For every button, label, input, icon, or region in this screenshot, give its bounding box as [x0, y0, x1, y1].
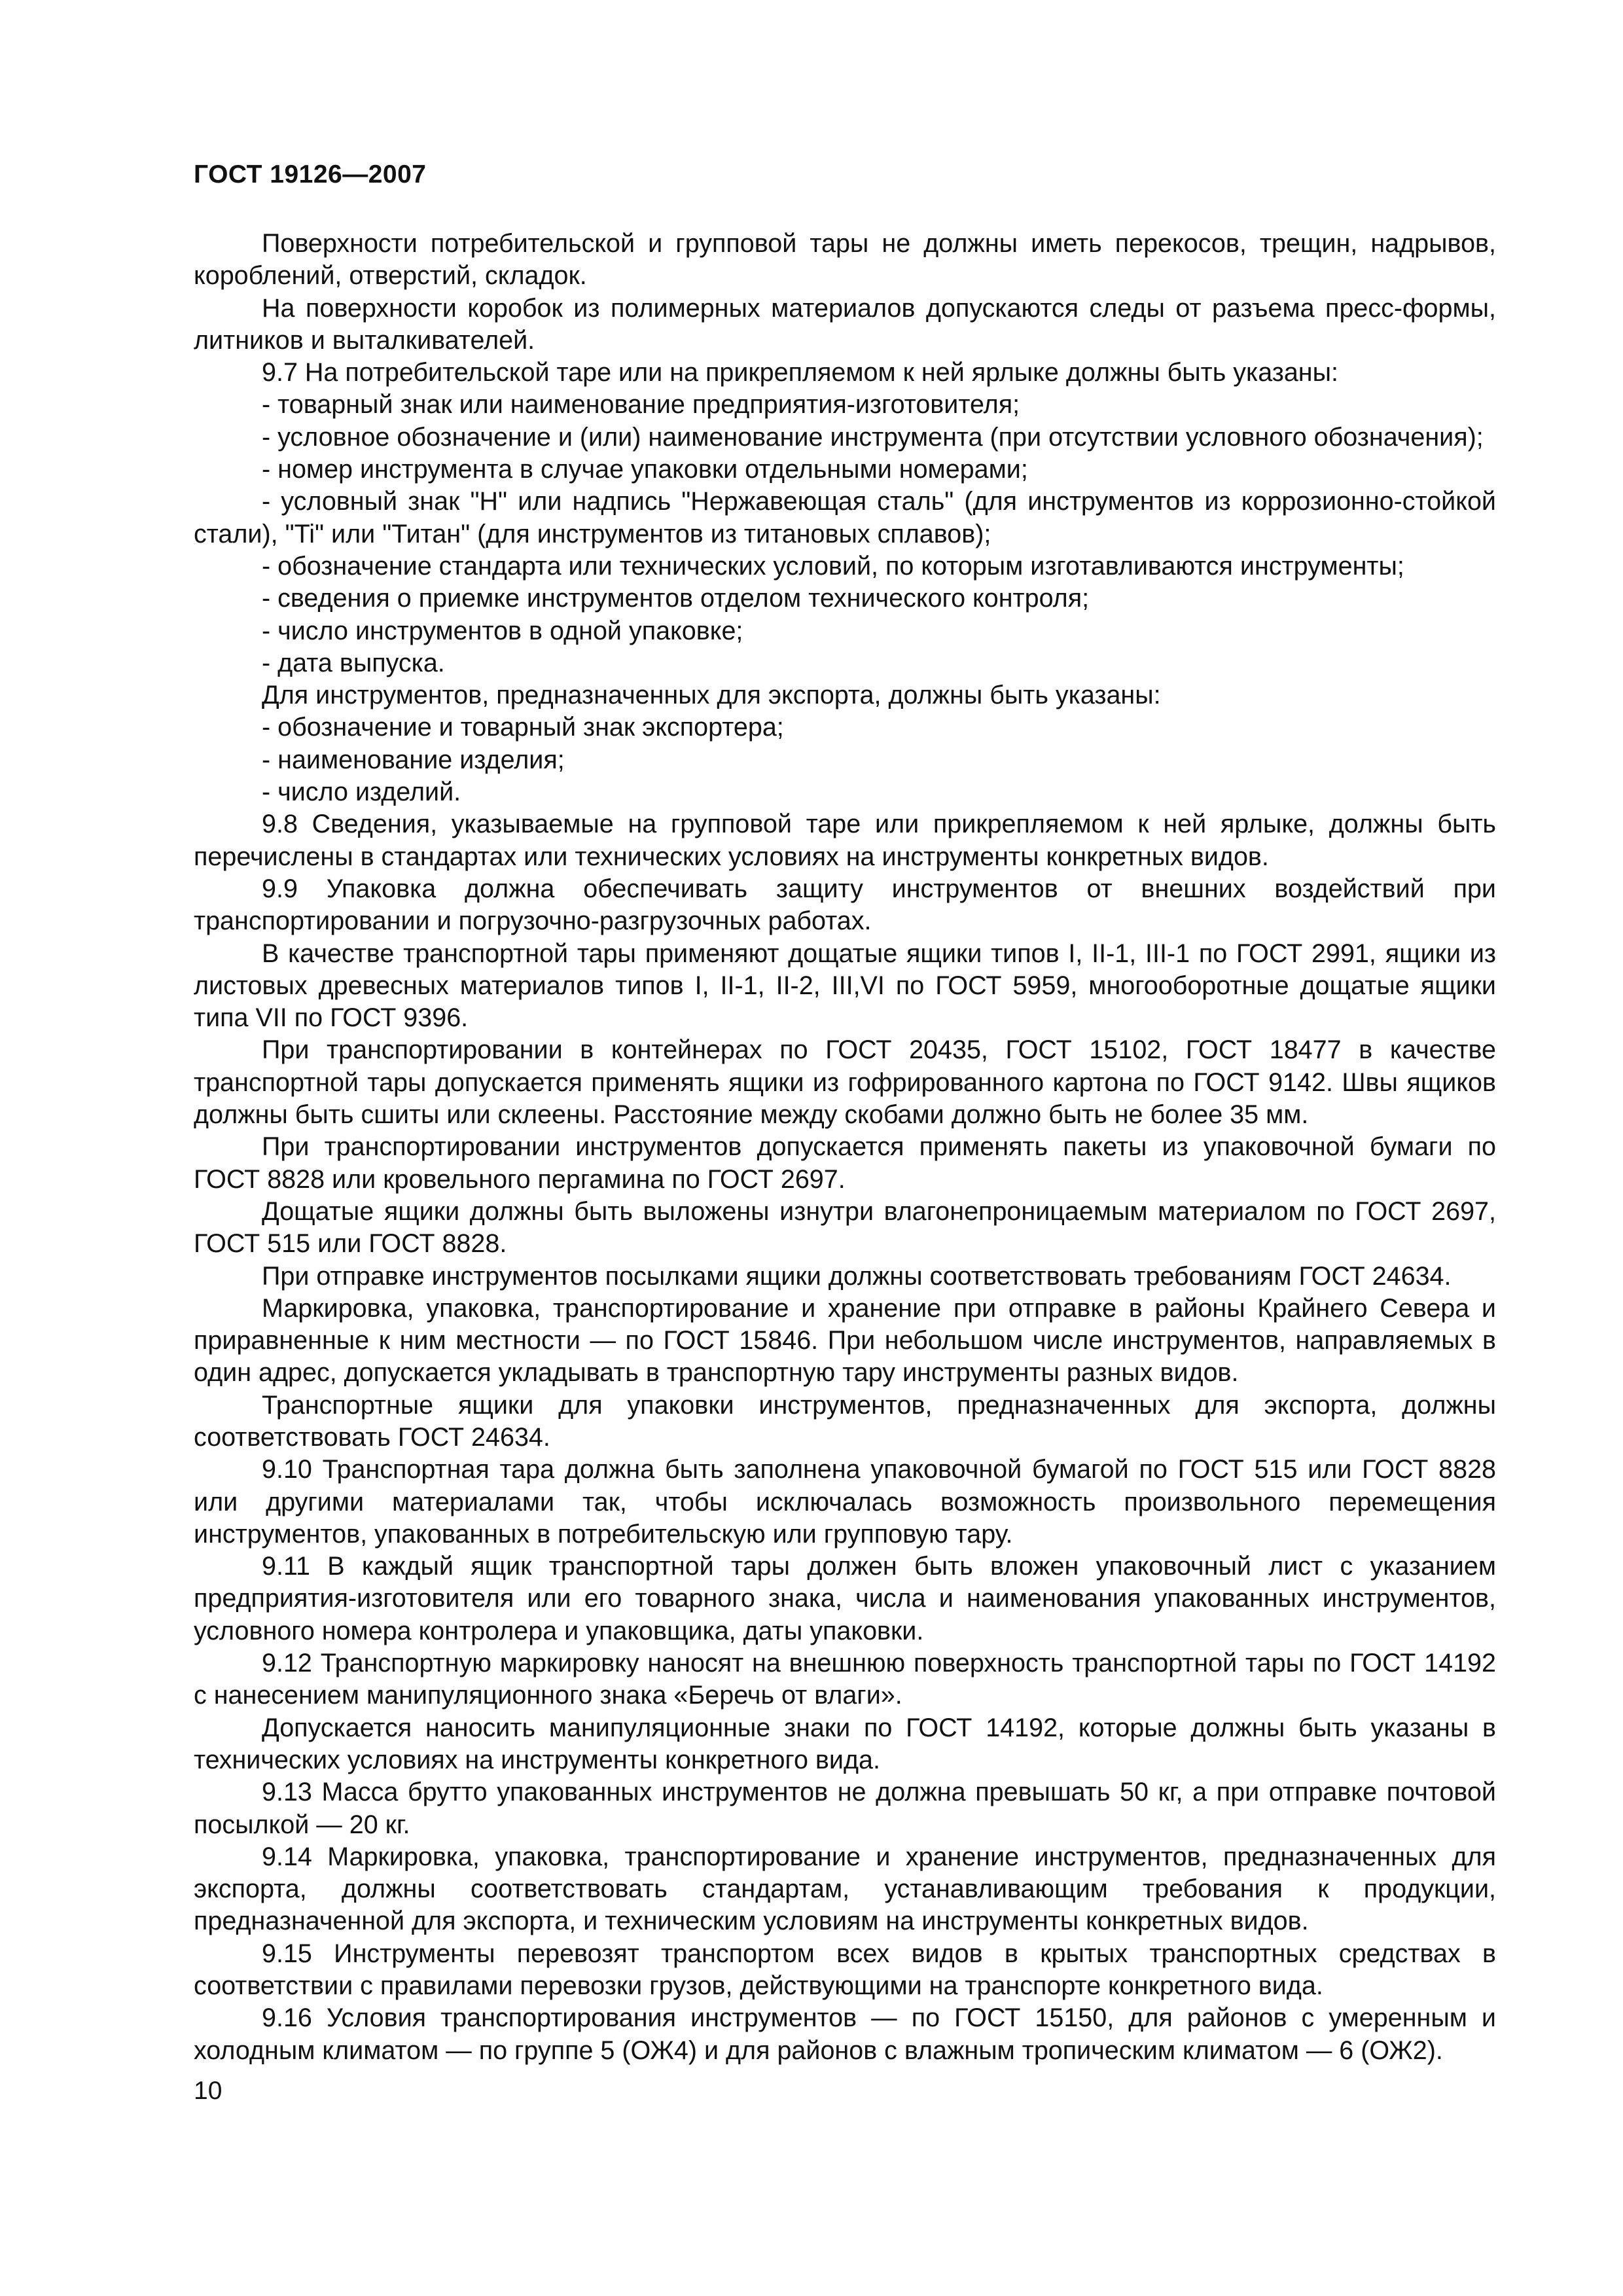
paragraph: 9.7 На потребительской таре или на прикрепляемом к ней ярлыке должны быть указаны: — [262, 358, 1338, 387]
paragraph: 9.10 Транспортная тара должна быть заполнена упаковочной бумагой по ГОСТ 515 или ГОСТ 8828 или другими материалами так, чтобы исключалась возможность произвольного перемещения инструментов, упакованных в потребительскую или групповую тару. — [194, 1455, 1496, 1549]
list-item: - обозначение и товарный знак экспортера; — [262, 713, 784, 742]
paragraph: 9.15 Инструменты перевозят транспортом всех видов в крытых транспортных средствах в соответствии с правилами перевозки грузов, действующими на транспорте конкретного вида. — [194, 1939, 1496, 2001]
paragraph: В качестве транспортной тары применяют дощатые ящики типов I, II-1, III-1 по ГОСТ 2991, ящики из листовых древесных материалов типов I, II-1, II-2, III,VI по ГОСТ 5959, многооборотные дощатые ящики типа VII по ГОСТ 9396. — [194, 939, 1496, 1033]
paragraph: 9.16 Условия транспортирования инструментов — по ГОСТ 15150, для районов с умеренным и холодным климатом — по группе 5 (ОЖ4) и для районов с влажным тропическим климатом — 6 (ОЖ2). — [194, 2003, 1496, 2065]
document-header: ГОСТ 19126—2007 — [194, 160, 427, 188]
paragraph: На поверхности коробок из полимерных материалов допускаются следы от разъема пресс-формы, литников и выталкивателей. — [194, 293, 1496, 355]
paragraph: Поверхности потребительской и групповой тары не должны иметь перекосов, трещин, надрывов, короблений, отверстий, складок. — [194, 229, 1496, 291]
list-item: - число инструментов в одной упаковке; — [262, 616, 743, 645]
paragraph: Дощатые ящики должны быть выложены изнутри влагонепроницаемым материалом по ГОСТ 2697, ГОСТ 515 или ГОСТ 8828. — [194, 1196, 1496, 1259]
page-number: 10 — [194, 2077, 223, 2105]
paragraph: 9.14 Маркировка, упаковка, транспортирование и хранение инструментов, предназначенных для экспорта, должны соответствовать стандартам, устанавливающим требования к продукции, предназначенной для экспорта, и техническим условиям на инструменты конкретных видов. — [194, 1842, 1496, 1936]
paragraph: 9.12 Транспортную маркировку наносят на внешнюю поверхность транспортной тары по ГОСТ 14192 с нанесением манипуляционного знака «Беречь от влаги». — [194, 1649, 1496, 1710]
paragraph: 9.8 Сведения, указываемые на групповой таре или прикрепляемом к ней ярлыке, должны быть перечислены в стандартах или технических условиях на инструменты конкретных видов. — [194, 810, 1496, 871]
list-item: - дата выпуска. — [262, 648, 445, 677]
list-item: - условный знак "Н" или надпись "Нержавеющая сталь" (для инструментов из коррозионно-стойкой стали), "Ti" или "Титан" (для инструментов из титановых сплавов); — [194, 487, 1496, 548]
paragraph: Для инструментов, предназначенных для экспорта, должны быть указаны: — [262, 681, 1161, 710]
list-item: - сведения о приемке инструментов отделом технического контроля; — [262, 584, 1090, 613]
paragraph: 9.11 В каждый ящик транспортной тары должен быть вложен упаковочный лист с указанием предприятия-изготовителя или его товарного знака, числа и наименования упакованных инструментов, условного номера контролера и упаковщика, даты упаковки. — [194, 1552, 1496, 1645]
paragraph: 9.13 Масса брутто упакованных инструментов не должна превышать 50 кг, а при отправке почтовой посылкой — 20 кг. — [194, 1778, 1496, 1839]
paragraph: Транспортные ящики для упаковки инструментов, предназначенных для экспорта, должны соответствовать ГОСТ 24634. — [194, 1390, 1496, 1452]
paragraph: 9.9 Упаковка должна обеспечивать защиту инструментов от внешних воздействий при транспортировании и погрузочно-разгрузочных работах. — [194, 874, 1496, 936]
list-item: - число изделий. — [262, 778, 461, 807]
list-item: - номер инструмента в случае упаковки отдельными номерами; — [262, 455, 1028, 484]
paragraph: Допускается наносить манипуляционные знаки по ГОСТ 14192, которые должны быть указаны в технических условиях на инструменты конкретного вида. — [194, 1713, 1496, 1774]
list-item: - наименование изделия; — [262, 745, 565, 774]
paragraph: Маркировка, упаковка, транспортирование и хранение при отправке в районы Крайнего Севера и приравненные к ним местности — по ГОСТ 15846. При небольшом числе инструментов, направляемых в один адрес, допускается укладывать в транспортную тару инструменты разных видов. — [194, 1293, 1496, 1388]
paragraph: При отправке инструментов посылками ящики должны соответствовать требованиям ГОСТ 24634. — [262, 1261, 1452, 1291]
list-item: - обозначение стандарта или технических условий, по которым изготавливаются инструменты; — [262, 551, 1404, 581]
list-item: - условное обозначение и (или) наименование инструмента (при отсутствии условного обозначения); — [262, 422, 1484, 452]
paragraph: При транспортировании инструментов допускается применять пакеты из упаковочной бумаги по ГОСТ 8828 или кровельного пергамина по ГОСТ 2697. — [194, 1132, 1496, 1194]
paragraph: При транспортировании в контейнерах по ГОСТ 20435, ГОСТ 15102, ГОСТ 18477 в качестве транспортной тары допускается применять ящики из гофрированного картона по ГОСТ 9142. Швы ящиков должны быть сшиты или склеены. Расстояние между скобами должно быть не более 35 мм. — [194, 1035, 1496, 1130]
list-item: - товарный знак или наименование предприятия-изготовителя; — [262, 390, 1020, 420]
document-body — [194, 228, 1496, 2067]
